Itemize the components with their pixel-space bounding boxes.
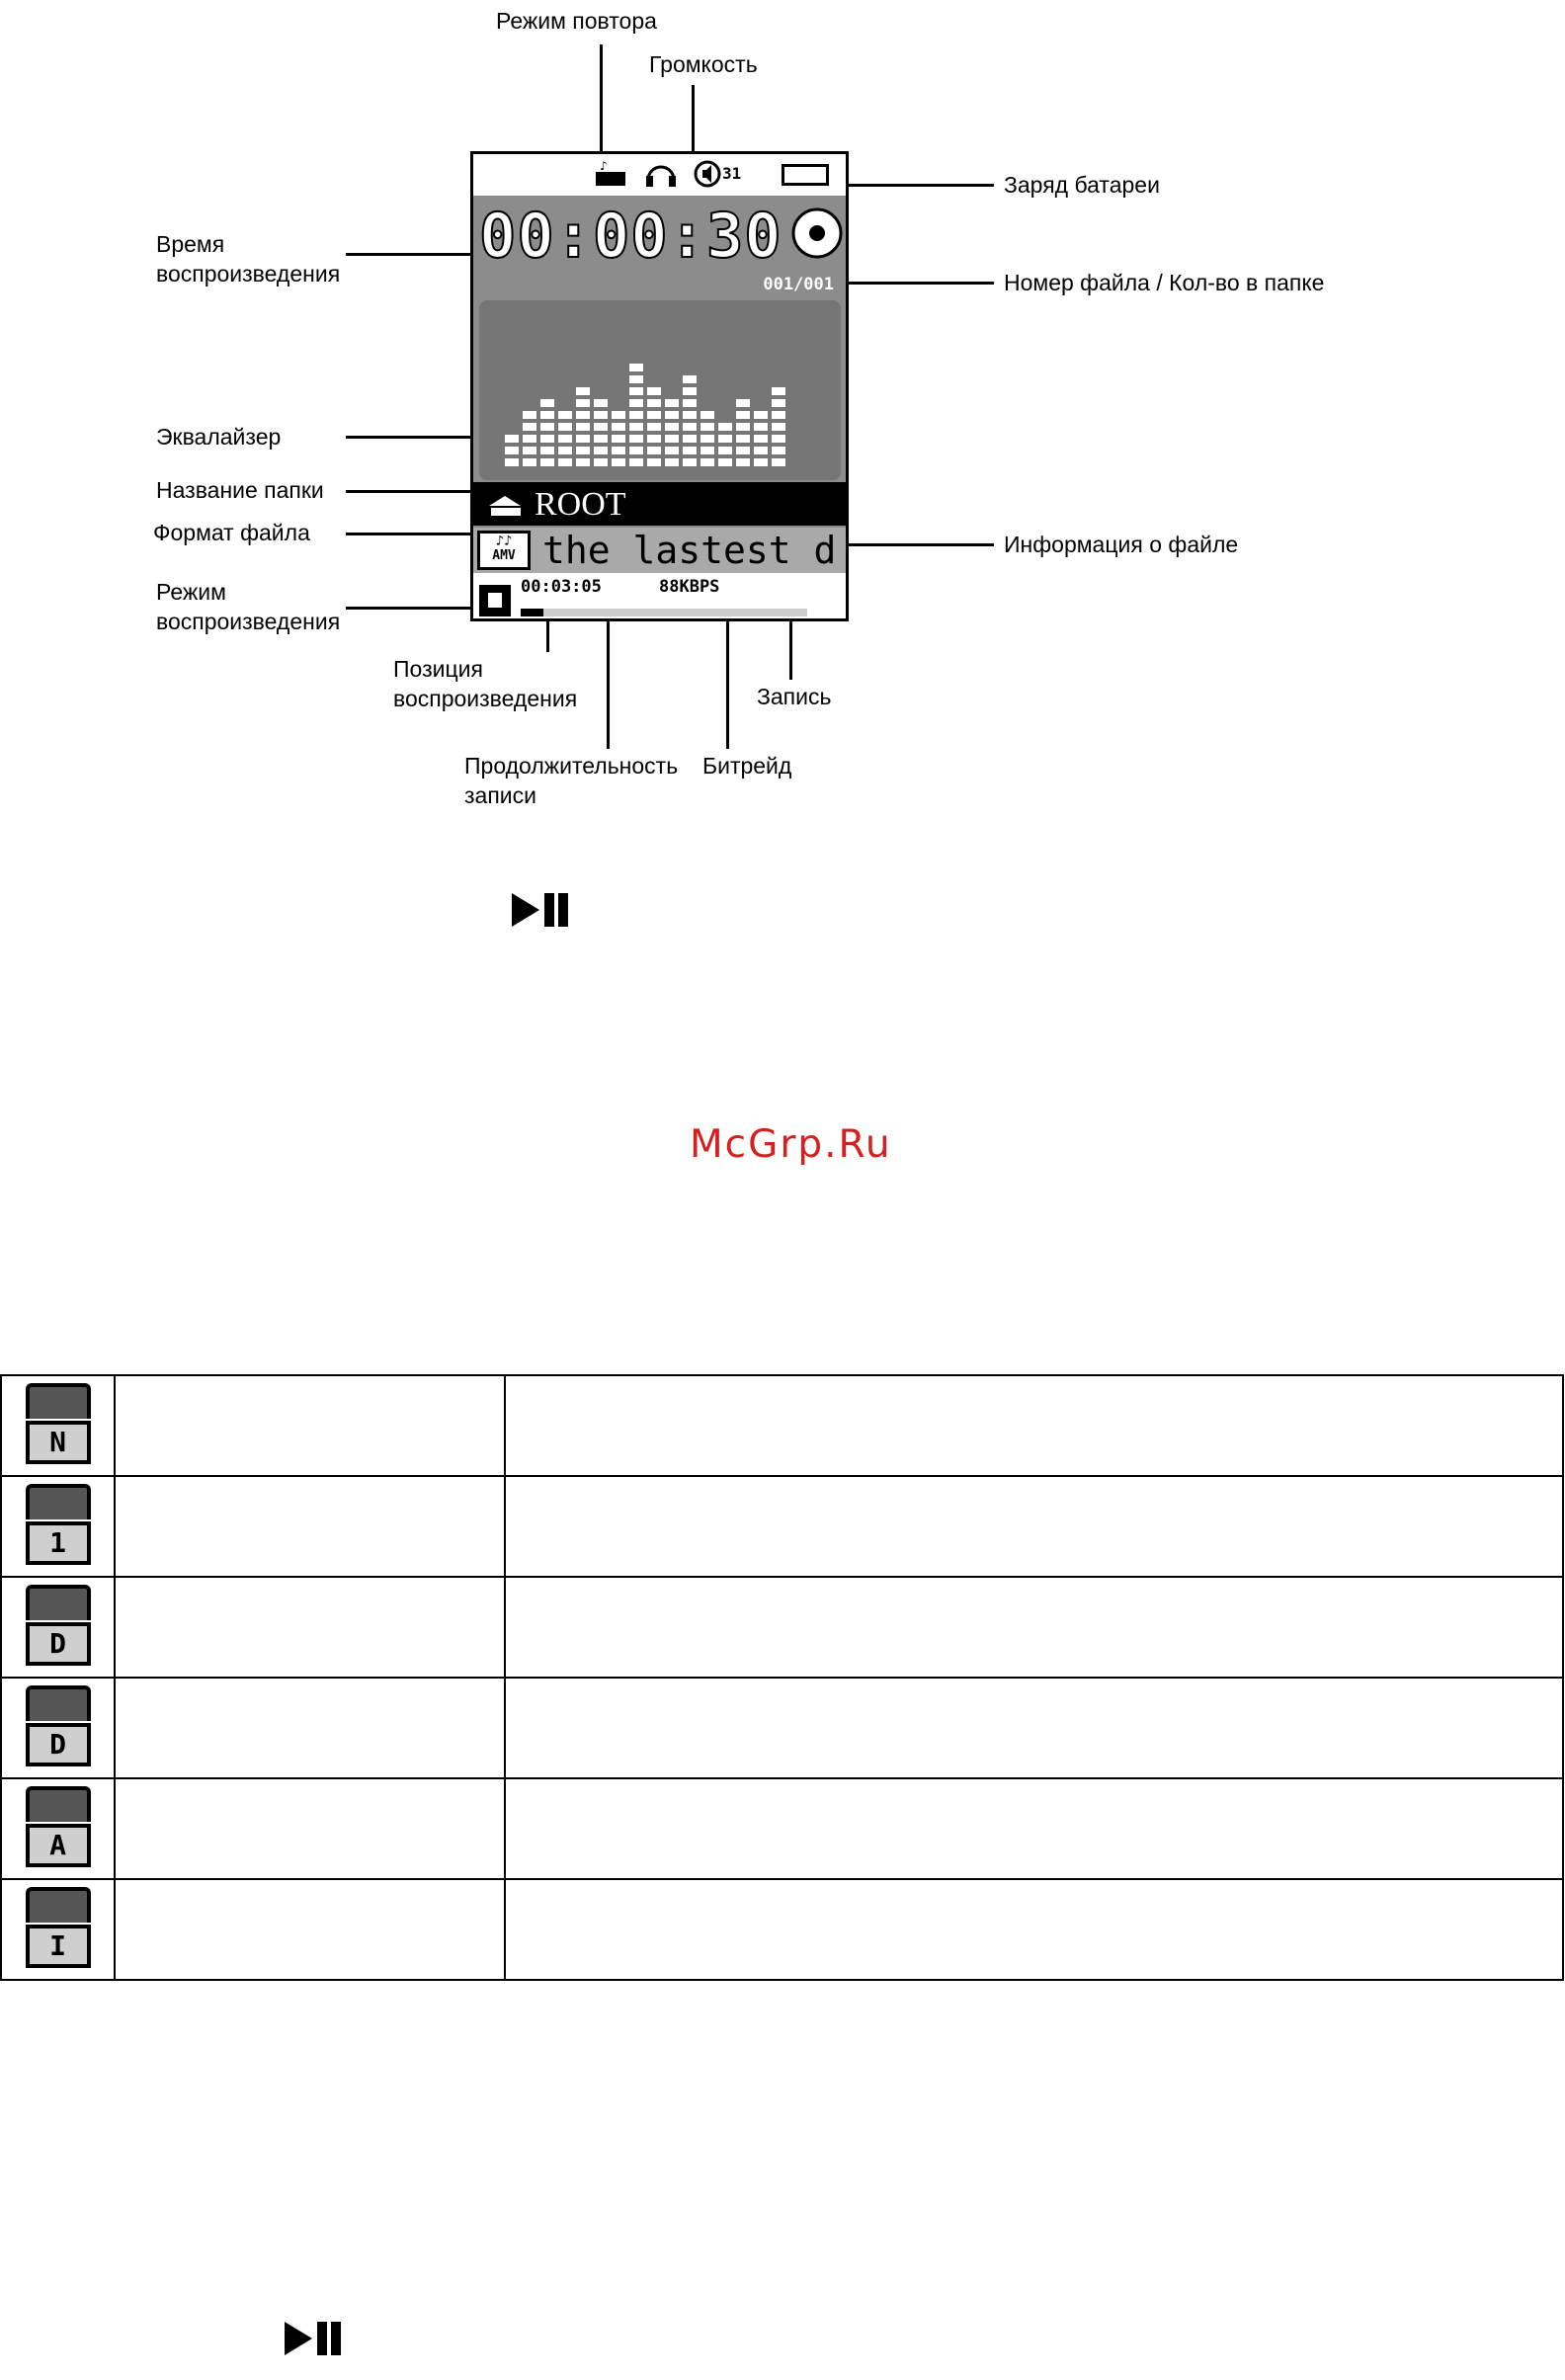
mode-icon-letter: 1 [26, 1521, 91, 1565]
svg-text:♪: ♪ [600, 159, 608, 173]
mode-name-cell [115, 1476, 505, 1577]
eq-bar [629, 364, 643, 466]
label-repeat-mode: Режим повтора [496, 8, 657, 34]
record-duration: 00:03:05 [521, 577, 602, 597]
play-pause-icon [512, 893, 568, 927]
label-play-mode: Режим воспроизведения [156, 579, 341, 634]
label-bitrate: Битрейд [702, 753, 792, 779]
status-bar [473, 154, 846, 196]
file-format-icon: ♪♪ AMV [477, 531, 531, 570]
volume-icon [693, 158, 722, 190]
eq-bar [647, 387, 661, 466]
mode-icon-letter: D [26, 1622, 91, 1666]
mode-icon-letter: N [26, 1421, 91, 1464]
player-screen [470, 151, 849, 621]
label-volume: Громкость [649, 51, 758, 77]
mode-icon-cell [1, 1476, 115, 1577]
leader-play-time [346, 253, 480, 256]
bitrate-value: 88KBPS [659, 577, 720, 597]
leader-folder-name [346, 490, 470, 493]
disc-icon [787, 205, 843, 265]
leader-play-mode [346, 607, 470, 610]
eq-bar [683, 375, 697, 466]
mode-icon-cell [1, 1375, 115, 1476]
leader-record [789, 615, 792, 680]
volume-level: 31 [722, 164, 742, 183]
eq-bar [700, 411, 714, 466]
label-battery: Заряд батареи [1004, 172, 1160, 198]
eq-bar [540, 399, 554, 466]
equalizer-bars [479, 300, 841, 480]
eq-bar [612, 411, 625, 466]
mode-description-cell [505, 1577, 1563, 1678]
eq-bar [505, 435, 519, 466]
leader-record-duration [607, 605, 610, 749]
table-row [1, 1778, 1563, 1879]
eq-bar [736, 399, 750, 466]
play-mode-icon [479, 585, 511, 616]
eq-bar [594, 399, 608, 466]
headphones-icon [643, 158, 679, 190]
battery-icon [782, 164, 829, 186]
eq-bar [523, 411, 536, 466]
repeat-mode-letter-icon [22, 1381, 95, 1466]
mode-icon-cell [1, 1879, 115, 1980]
eq-bar [558, 411, 572, 466]
repeat-mode-icon [594, 158, 629, 190]
repeat-mode-letter-icon [22, 1482, 95, 1567]
play-pause-icon-bottom [285, 2322, 341, 2355]
table-row [1, 1879, 1563, 1980]
mode-name-cell [115, 1778, 505, 1879]
leader-file-number [838, 282, 994, 285]
mode-icon-cell [1, 1778, 115, 1879]
file-format-label: AMV [492, 548, 516, 563]
label-folder-name: Название папки [156, 477, 324, 503]
folder-name: ROOT [535, 486, 626, 523]
repeat-mode-letter-icon [22, 1784, 95, 1869]
label-equalizer: Эквалайзер [156, 424, 282, 450]
mode-description-cell [505, 1375, 1563, 1476]
eq-bar [772, 387, 785, 466]
mode-description-cell [505, 1476, 1563, 1577]
table-row [1, 1476, 1563, 1577]
mode-name-cell [115, 1678, 505, 1778]
play-time: 00:00:30 [479, 200, 782, 272]
leader-battery [830, 184, 994, 187]
repeat-mode-letter-icon [22, 1583, 95, 1668]
folder-icon [487, 492, 525, 518]
eq-bar [718, 423, 732, 466]
play-mode-table [0, 1374, 1564, 1981]
label-record-duration: Продолжительность записи [464, 753, 679, 808]
label-record: Запись [757, 684, 832, 709]
mode-name-cell [115, 1375, 505, 1476]
mode-description-cell [505, 1678, 1563, 1778]
mode-name-cell [115, 1879, 505, 1980]
mode-icon-letter: D [26, 1723, 91, 1766]
label-file-number: Номер файла / Кол-во в папке [1004, 270, 1325, 295]
mode-icon-letter: I [26, 1925, 91, 1968]
table-row [1, 1577, 1563, 1678]
mode-icon-letter: A [26, 1824, 91, 1867]
label-play-time: Время воспроизведения [156, 231, 341, 287]
leader-file-format [346, 533, 470, 535]
table-row [1, 1375, 1563, 1476]
eq-bar [665, 399, 679, 466]
mode-icon-cell [1, 1678, 115, 1778]
repeat-mode-letter-icon [22, 1683, 95, 1768]
file-info-text: the lastest d [542, 529, 837, 572]
eq-bar [576, 387, 590, 466]
eq-bar [754, 411, 768, 466]
progress-track [521, 609, 807, 616]
mode-description-cell [505, 1879, 1563, 1980]
leader-file-info [846, 543, 994, 546]
progress-fill [521, 609, 543, 616]
watermark: McGrp.Ru [690, 1122, 892, 1167]
label-play-position: Позиция воспроизведения [393, 656, 578, 711]
mode-name-cell [115, 1577, 505, 1678]
folder-bar [473, 482, 846, 526]
table-row [1, 1678, 1563, 1778]
equalizer-panel [479, 300, 841, 480]
file-counter: 001/001 [763, 275, 834, 294]
label-file-info: Информация о файле [1004, 532, 1239, 557]
mode-description-cell [505, 1778, 1563, 1879]
label-file-format: Формат файла [153, 520, 310, 545]
repeat-mode-letter-icon [22, 1885, 95, 1970]
mode-icon-cell [1, 1577, 115, 1678]
